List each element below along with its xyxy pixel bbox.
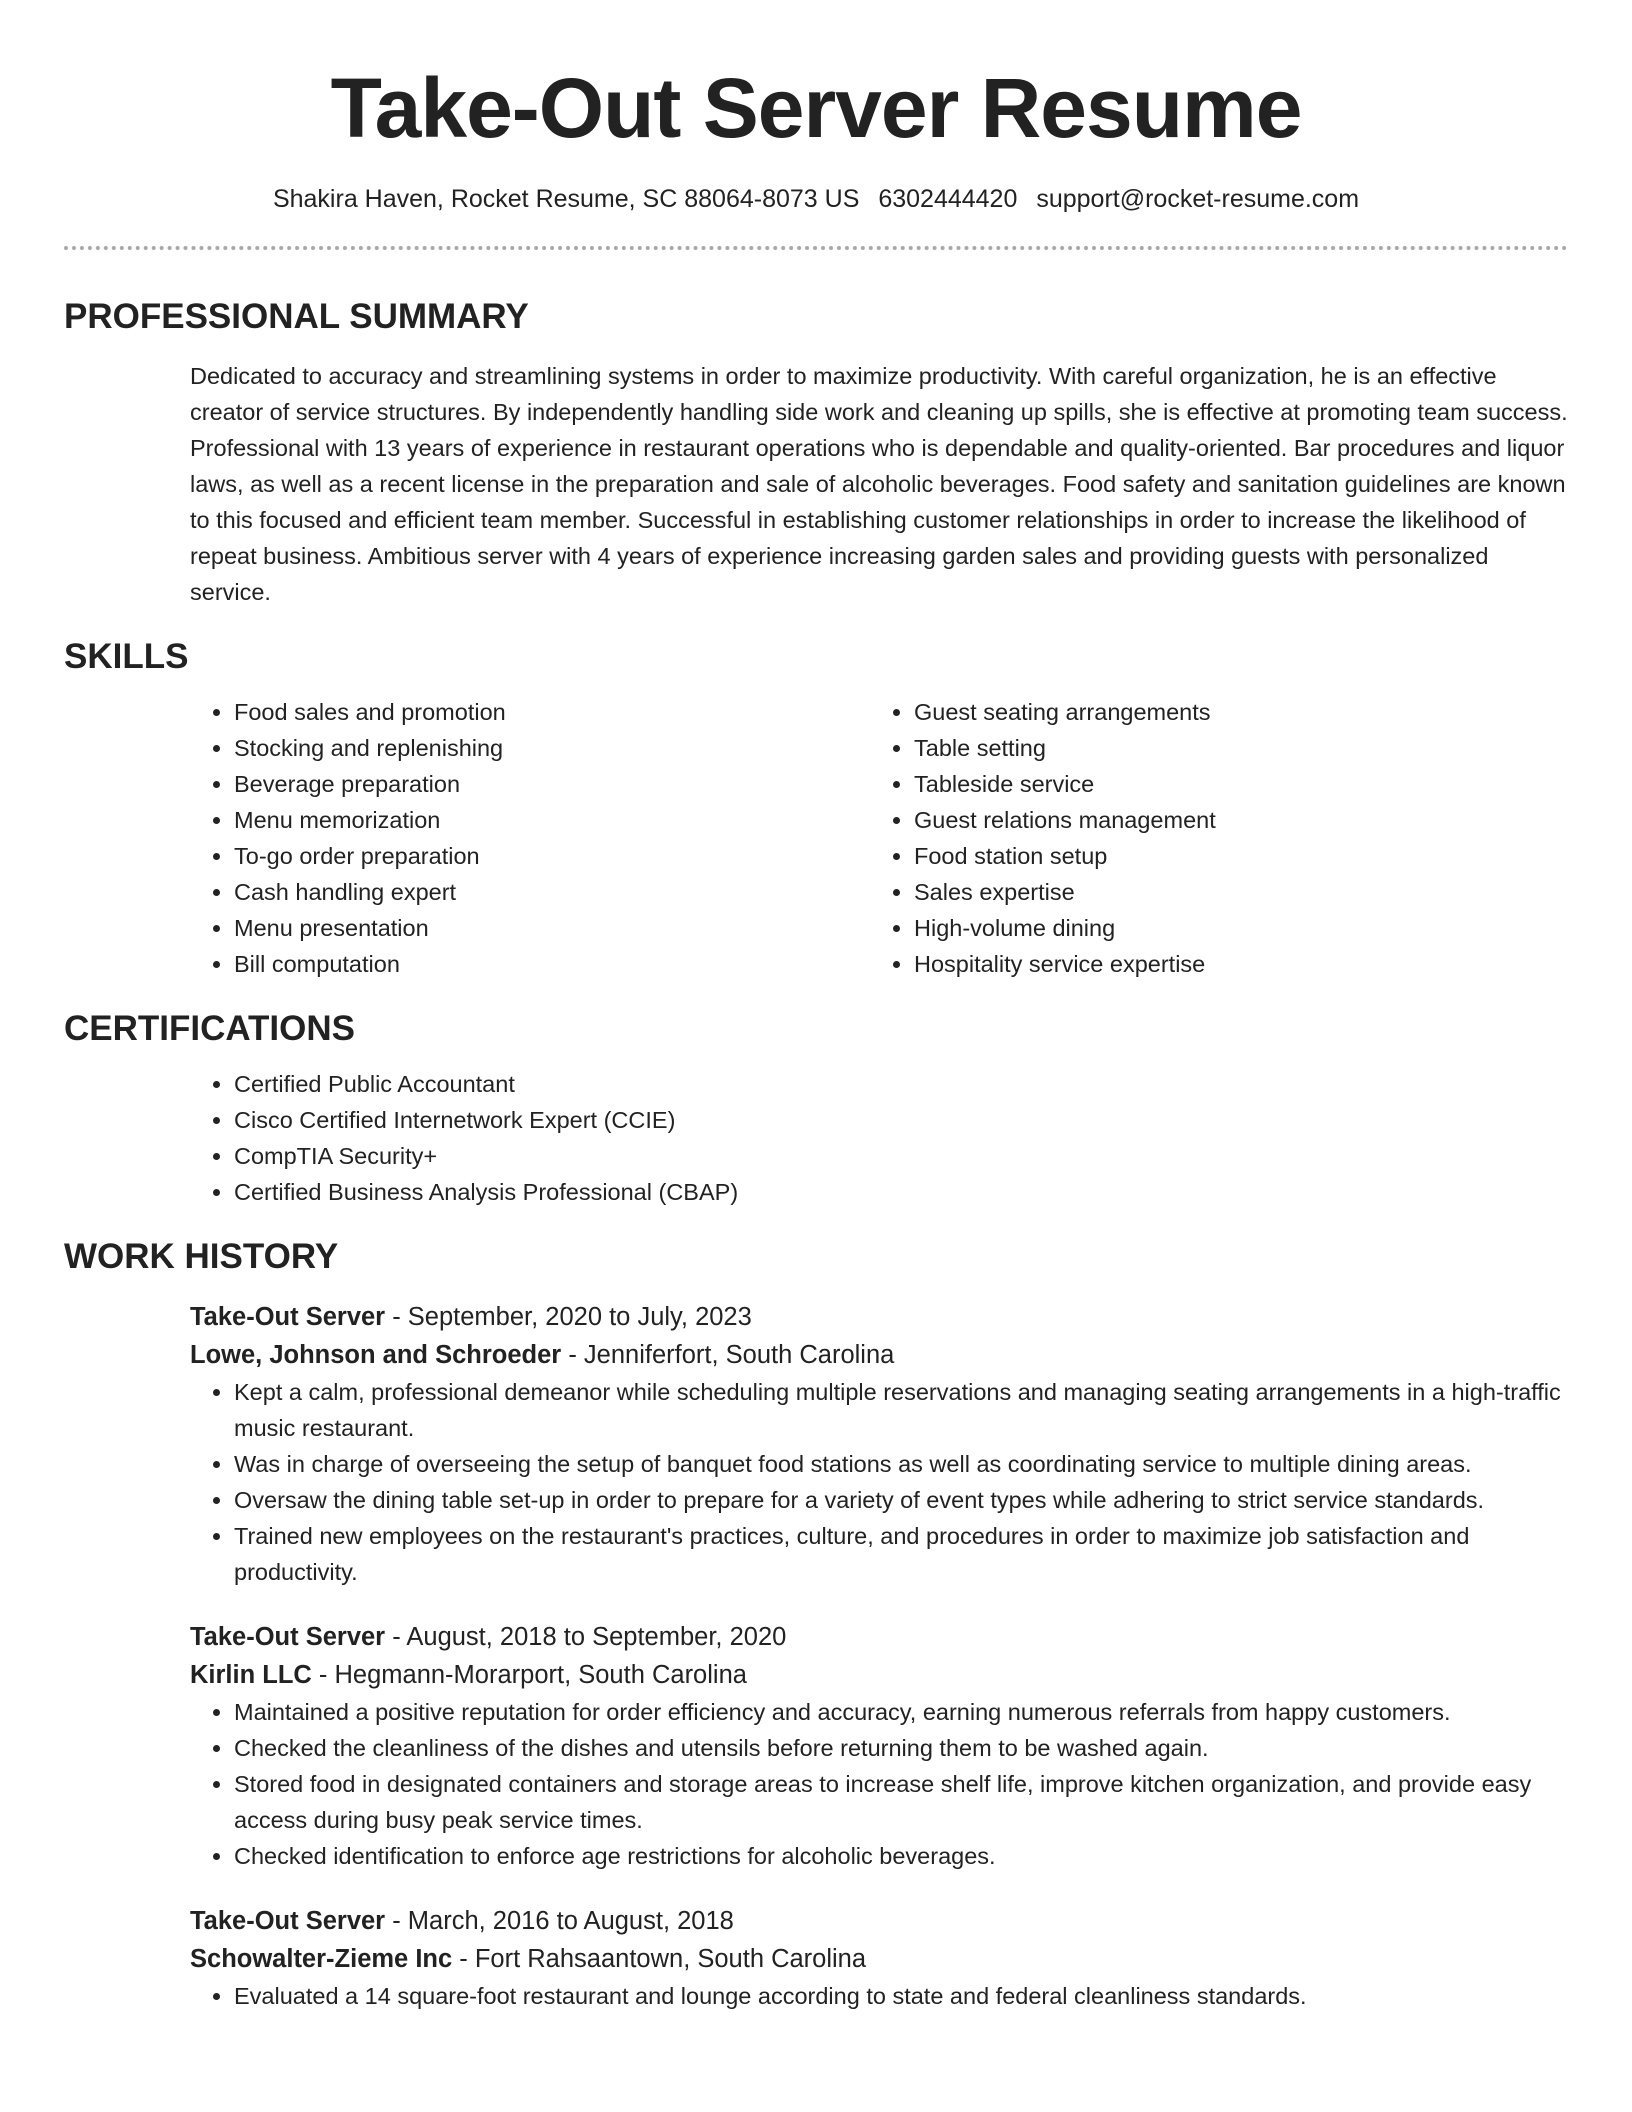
skill-item: • Menu memorization	[234, 802, 870, 838]
certification-item: • CompTIA Security+	[234, 1138, 1568, 1174]
summary-text: Dedicated to accuracy and streamlining systems in order to maximize productivity. With careful organization, he is an effective creator of service structures. By independently handling side work and cleaning up spills, she is effective at promoting team success. Professional with 13 years of experience in restaurant operations who is dependable and quality-oriented. Bar procedures and liquor laws, as well as a recent license in the preparation and sale of alcoholic beverages. Food safety and sanitation guidelines are known to this focused and efficient team member. Successful in establishing customer relationships in order to increase the likelihood of repeat business. Ambitious server with 4 years of experience increasing garden sales and providing guests with personalized service.	[190, 363, 1568, 605]
skill-item: • Hospitality service expertise	[914, 946, 1550, 982]
job-location: - Jenniferfort, South Carolina	[561, 1341, 895, 1369]
job-location: - Fort Rahsaantown, South Carolina	[452, 1945, 867, 1973]
job-title-line	[190, 1618, 1568, 1656]
job-title: Take-Out Server	[190, 1907, 386, 1935]
skills-column-right	[870, 694, 1550, 982]
certification-item: • Cisco Certified Internetwork Expert (CCIE)	[234, 1102, 1568, 1138]
skill-item: • To-go order preparation	[234, 838, 870, 874]
job-bullets	[190, 1978, 1568, 2014]
skills-column-left	[190, 694, 870, 982]
page-title: Take-Out Server Resume	[330, 61, 1302, 155]
job-company-line	[190, 1940, 1568, 1978]
job-company: Kirlin LLC	[190, 1661, 312, 1689]
job-title-line	[190, 1298, 1568, 1336]
job-company: Lowe, Johnson and Schroeder	[190, 1341, 562, 1369]
job-dates: - September, 2020 to July, 2023	[385, 1303, 752, 1331]
job-company: Schowalter-Zieme Inc	[190, 1945, 453, 1973]
job-bullet: • Evaluated a 14 square-foot restaurant and lounge according to state and federal cleanliness standards.	[234, 1978, 1568, 2014]
job-entry	[190, 1618, 1568, 1874]
job-entry	[190, 1298, 1568, 1590]
skill-item: • Guest relations management	[914, 802, 1550, 838]
job-company-line	[190, 1336, 1568, 1374]
contact-address: Shakira Haven, Rocket Resume, SC 88064-8073 US	[272, 185, 860, 213]
job-dates: - August, 2018 to September, 2020	[385, 1623, 787, 1651]
skill-item: • Table setting	[914, 730, 1550, 766]
job-bullet: • Checked the cleanliness of the dishes and utensils before returning them to be washed again.	[234, 1730, 1568, 1766]
job-bullets	[190, 1694, 1568, 1874]
skill-item: • Beverage preparation	[234, 766, 870, 802]
contact-phone: 6302444420	[878, 185, 1018, 213]
certification-item: • Certified Public Accountant	[234, 1066, 1568, 1102]
header-divider	[64, 246, 1568, 250]
skill-item: • Sales expertise	[914, 874, 1550, 910]
certifications-list	[190, 1066, 1568, 1210]
skill-item: • Food station setup	[914, 838, 1550, 874]
skill-item: • Food sales and promotion	[234, 694, 870, 730]
job-bullet: • Trained new employees on the restaurant's practices, culture, and procedures in order to maximize job satisfaction and productivity.	[234, 1518, 1568, 1590]
skill-item: • Bill computation	[234, 946, 870, 982]
skills-list	[190, 694, 1568, 982]
skill-item: • High-volume dining	[914, 910, 1550, 946]
job-title: Take-Out Server	[190, 1303, 386, 1331]
job-bullet: • Stored food in designated containers and storage areas to increase shelf life, improve kitchen organization, and provide easy access during busy peak service times.	[234, 1766, 1568, 1838]
resume-page	[64, 0, 1568, 2014]
skill-item: • Guest seating arrangements	[914, 694, 1550, 730]
skill-item: • Stocking and replenishing	[234, 730, 870, 766]
work-history-heading: WORK HISTORY	[64, 1237, 339, 1276]
work-history-list	[190, 1298, 1568, 2014]
certifications-heading: CERTIFICATIONS	[64, 1009, 356, 1048]
job-bullets	[190, 1374, 1568, 1590]
job-entry	[190, 1902, 1568, 2014]
job-bullet: • Was in charge of overseeing the setup of banquet food stations as well as coordinating service to multiple dining areas.	[234, 1446, 1568, 1482]
job-bullet: • Maintained a positive reputation for order efficiency and accuracy, earning numerous referrals from happy customers.	[234, 1694, 1568, 1730]
skill-item: • Cash handling expert	[234, 874, 870, 910]
job-title-line	[190, 1902, 1568, 1940]
job-bullet: • Checked identification to enforce age restrictions for alcoholic beverages.	[234, 1838, 1568, 1874]
job-dates: - March, 2016 to August, 2018	[385, 1907, 734, 1935]
skill-item: • Tableside service	[914, 766, 1550, 802]
job-bullet: • Kept a calm, professional demeanor while scheduling multiple reservations and managing seating arrangements in a high-traffic music restaurant.	[234, 1374, 1568, 1446]
summary-heading: PROFESSIONAL SUMMARY	[64, 297, 529, 336]
job-title: Take-Out Server	[190, 1623, 386, 1651]
skills-heading: SKILLS	[64, 637, 189, 676]
contact-line	[64, 184, 1568, 214]
job-bullet: • Oversaw the dining table set-up in order to prepare for a variety of event types while adhering to strict service standards.	[234, 1482, 1568, 1518]
certification-item: • Certified Business Analysis Professional (CBAP)	[234, 1174, 1568, 1210]
job-company-line	[190, 1656, 1568, 1694]
job-location: - Hegmann-Morarport, South Carolina	[311, 1661, 747, 1689]
skill-item: • Menu presentation	[234, 910, 870, 946]
contact-email: support@rocket-resume.com	[1036, 185, 1360, 213]
